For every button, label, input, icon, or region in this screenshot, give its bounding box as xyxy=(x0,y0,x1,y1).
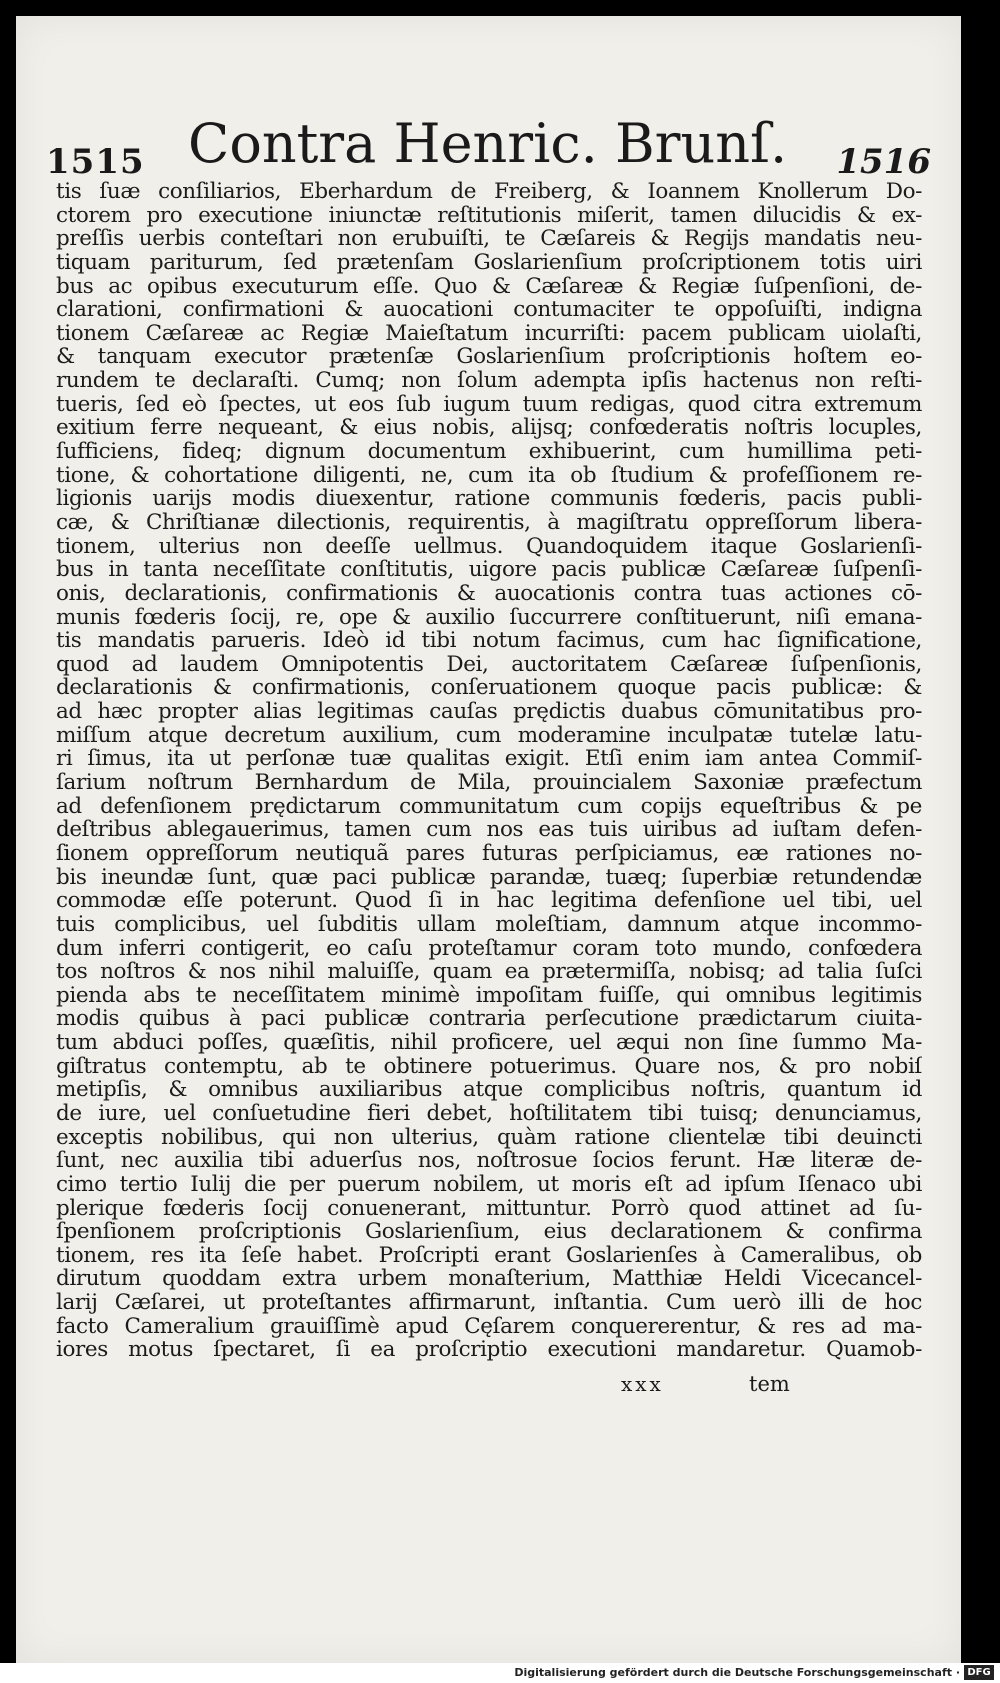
text-line: de iure, uel conſuetudine fieri debet, hoſtilitatem tibi tuisq; denunciamus, xyxy=(56,1101,922,1126)
text-line: cimo tertio Iulij die per puerum nobilem, ut moris eſt ad ipſum Iſenaco ubi xyxy=(56,1172,922,1197)
text-line: tum abduci poſſes, quæſitis, nihil proficere, uel æqui non ſine ſummo Ma- xyxy=(56,1031,922,1055)
text-line: dum inferri contigerit, eo caſu proteſtamur coram toto mundo, confœdera xyxy=(56,936,922,961)
text-line: exitium ferre nequeant, & eius nobis, alijsq; confœderatis noſtris locuples, xyxy=(56,416,922,441)
text-line: tionem Cæſareæ ac Regiæ Maieſtatum incurriſti: pacem publicam uiolaſti, xyxy=(56,321,922,346)
text-line: munis fœderis ſocij, re, ope & auxilio ſuccurrere conſtituerunt, niſi emana- xyxy=(56,605,922,630)
text-line: preſſis uerbis conteſtari non erubuiſti, te Cæſareis & Regijs mandatis neu- xyxy=(56,227,922,251)
catchword: tem xyxy=(749,1372,790,1396)
text-line: tiquam pariturum, ſed prætenſam Goslarienſium proſcriptionem totis uiri xyxy=(56,250,922,275)
text-line: tuis complicibus, uel ſubditis ullam moleſtiam, damnum atque incommo- xyxy=(56,912,922,937)
text-line: tione, & cohortatione diligenti, ne, cum ita ob ſtudium & profeſſionem re- xyxy=(56,463,922,488)
text-line: tionem, res ita ſeſe habet. Proſcripti erant Goslarienſes à Cameralibus, ob xyxy=(56,1243,922,1268)
text-line: & tanquam executor prætenſæ Goslarienſium proſcriptionis hoſtem eo- xyxy=(56,345,922,370)
funding-credit: Digitalisierung gefördert durch die Deutsche Forschungsgemeinschaft · xyxy=(514,1666,960,1679)
text-line: ſionem oppreſſorum neutiquã pares futuras perſpiciamus, eæ rationes no- xyxy=(56,841,922,866)
text-line: ſpenſionem proſcriptionis Goslarienſium, eius declarationem & confirma xyxy=(56,1220,922,1244)
text-line: commodæ eſſe poterunt. Quod ſi in hac legitima defenſione uel tibi, uel xyxy=(56,889,922,913)
text-line: tis ſuæ conſiliarios, Eberhardum de Freiberg, & Ioannem Knollerum Do- xyxy=(56,180,922,204)
text-line: giſtratus contemptu, ab te obtinere potuerimus. Quare nos, & pro nobiſ xyxy=(56,1054,922,1079)
column-number-right: 1516 xyxy=(836,142,931,182)
text-line: bis ineundæ ſunt, quæ paci publicæ parandæ, tuæq; ſuperbiæ retundendæ xyxy=(56,865,922,890)
dfg-logo: DFG xyxy=(964,1665,994,1680)
text-line: bus in tanta neceſſitate conſtitutis, uigore pacis publicæ Cæſareæ ſuſpenſi- xyxy=(56,558,922,582)
text-line: quod ad laudem Omnipotentis Dei, auctoritatem Cæſareæ ſuſpenſionis, xyxy=(56,652,922,677)
text-line: declarationis & confirmationis, conſeruationem quoque pacis publicæ: & xyxy=(56,676,922,701)
text-line: pienda abs te neceſſitatem minimè impoſitam fuiſſe, qui omnibus legitimis xyxy=(56,983,922,1008)
text-line: ſarium noſtrum Bernhardum de Mila, prouincialem Saxoniæ præfectum xyxy=(56,771,922,795)
text-line: tos noſtros & nos nihil maluiſſe, quam ea prætermiſſa, nobisq; ad talia ſuſci xyxy=(56,960,922,984)
text-line: plerique fœderis ſocij conuenerant, mittuntur. Porrò quod attinet ad ſu- xyxy=(56,1196,922,1221)
running-head xyxy=(16,102,961,182)
text-line: onis, declarationis, confirmationis & auocationis contra tuas actiones cō- xyxy=(56,581,922,606)
text-line: ri ſimus, ita ut perſonæ tuæ qualitas exigit. Etſi enim iam antea Commiſ- xyxy=(56,747,922,772)
text-line: ſunt, nec auxilia tibi aduerſus nos, noſtrosue ſocios ferunt. Hæ literæ de- xyxy=(56,1149,922,1173)
text-line: ctorem pro executione iniunctæ reſtitutionis miſerit, tamen dilucidis & ex- xyxy=(56,203,922,228)
page-title: Contra Henric. Brunſ. xyxy=(188,112,788,175)
text-line: modis quibus à paci publicæ contraria perſecutione prædictarum ciuita- xyxy=(56,1007,922,1032)
signature-mark: xxx xyxy=(621,1372,664,1396)
text-line: ad hæc propter alias legitimas cauſas prędictis duabus cōmunitatibus pro- xyxy=(56,700,922,724)
text-line: exceptis nobilibus, qui non ulterius, quàm ratione clientelæ tibi deuincti xyxy=(56,1125,922,1150)
text-line: rundem te declaraſti. Cumq; non ſolum adempta ipſis hactenus non reſti- xyxy=(56,369,922,393)
text-line: dirutum quoddam extra urbem monaſterium, Matthiæ Heldi Vicecancel- xyxy=(56,1267,922,1292)
text-line: ad defenſionem prędictarum communitatum cum copijs equeſtribus & pe xyxy=(56,794,922,819)
text-line: deſtribus ablegauerimus, tamen cum nos eas tuis uiribus ad iuſtam defen- xyxy=(56,818,922,842)
text-line: ligionis uarijs modis diuexentur, ratione communis fœderis, pacis publi- xyxy=(56,487,922,511)
text-line: facto Cameralium grauiſſimè apud Cęſarem conquererentur, & res ad ma- xyxy=(56,1314,922,1339)
footer-bar xyxy=(0,1663,1000,1683)
text-line: metipſis, & omnibus auxiliaribus atque complicibus noſtris, quantum id xyxy=(56,1078,922,1102)
text-line: miſſum atque decretum auxilium, cum moderamine inculpatæ tutelæ latu- xyxy=(56,723,922,748)
column-number-left: 1515 xyxy=(46,142,145,182)
page-scan xyxy=(16,16,961,1663)
text-line: larij Cæſarei, ut proteſtantes affirmarunt, inſtantia. Cum uerò illi de hoc xyxy=(56,1291,922,1315)
text-line: clarationi, confirmationi & auocationi contumaciter te oppoſuiſti, indigna xyxy=(56,298,922,322)
catchwords xyxy=(16,1372,961,1402)
text-line: ſufficiens, fideq; dignum documentum exhibuerint, cum humillima peti- xyxy=(56,440,922,464)
body-text xyxy=(56,180,922,1362)
text-line: tueris, ſed eò ſpectes, ut eos ſub iugum tuum redigas, quod citra extremum xyxy=(56,392,922,417)
text-line: iores motus ſpectaret, ſi ea proſcriptio executioni mandaretur. Quamob- xyxy=(56,1338,922,1363)
text-line: cæ, & Chriſtianæ dilectionis, requirentis, à magiſtratu oppreſſorum libera- xyxy=(56,510,922,535)
text-line: tionem, ulterius non deeſſe uellmus. Quandoquidem itaque Goslarienſi- xyxy=(56,534,922,559)
text-line: tis mandatis parueris. Ideò id tibi notum facimus, cum hac ſignificatione, xyxy=(56,629,922,653)
text-line: bus ac opibus executurum eſſe. Quo & Cæſareæ & Regiæ ſuſpenſioni, de- xyxy=(56,274,922,299)
